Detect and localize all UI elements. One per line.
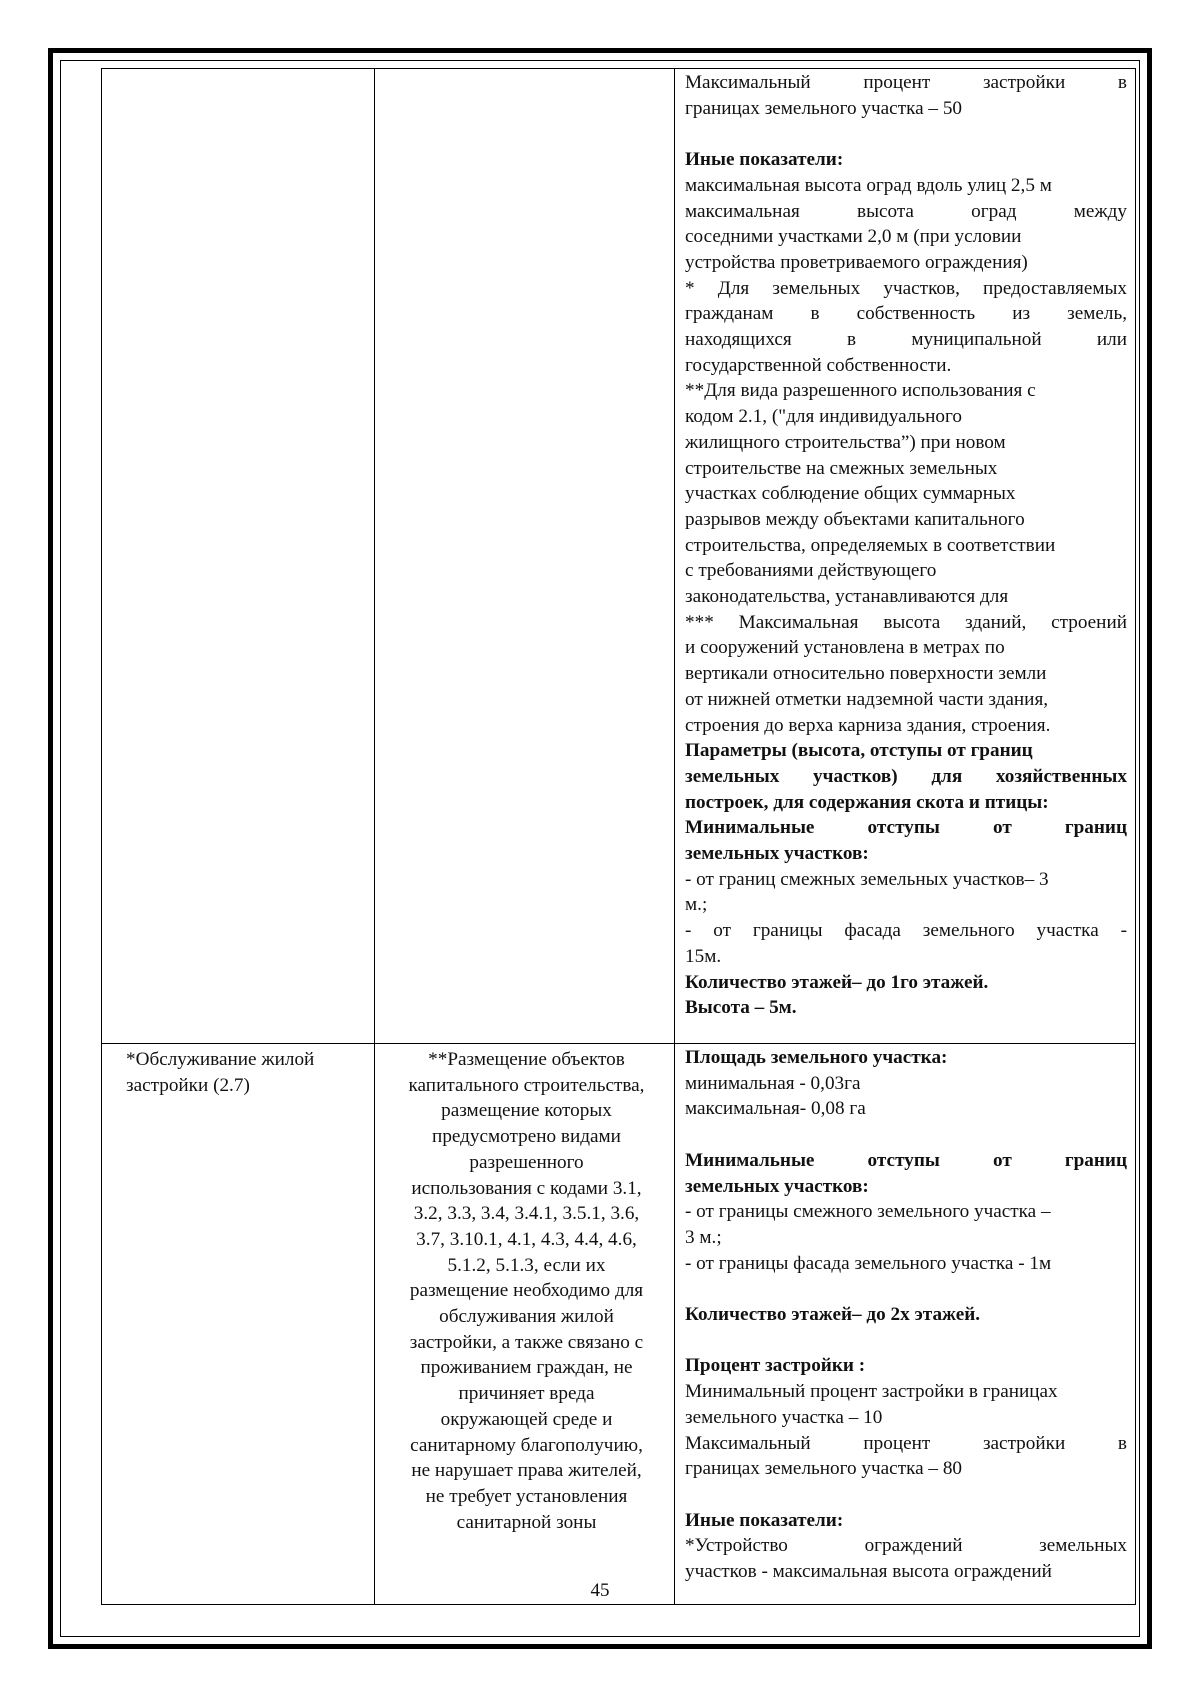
text-line: земельных участков: [685, 843, 869, 865]
text-line: законодательства, устанавливаются для [685, 586, 1009, 608]
text-line: м.; [685, 894, 708, 916]
blank-line [685, 1328, 1127, 1354]
text-line: окружающей среде и [440, 1408, 613, 1430]
text-line: санитарной зоны [456, 1511, 597, 1533]
row1-col1-cell [102, 69, 375, 1044]
text-line: строения до верха карниза здания, строения. [685, 714, 1051, 736]
text-line: вертикали относительно поверхности земли [685, 663, 1047, 685]
text-line: Иные показатели: [685, 1509, 844, 1531]
text-line: устройства проветриваемого ограждения) [685, 251, 1028, 273]
text-line: обслуживания жилой [439, 1306, 614, 1328]
text-line: от нижней отметки надземной части здания, [685, 688, 1049, 710]
text-line: гражданам в собственность из земель, [685, 303, 1127, 325]
text-line: проживанием граждан, не [420, 1357, 633, 1379]
text-line: *Устройство ограждений земельных [685, 1535, 1127, 1557]
text-line: размещение необходимо для [409, 1280, 644, 1302]
text-line: - от границы смежного земельного участка – [685, 1201, 1051, 1223]
text-line: 3.2, 3.3, 3.4, 3.4.1, 3.5.1, 3.6, [413, 1203, 640, 1225]
text-line: государственной собственности. [685, 354, 952, 376]
text-line: строительстве на смежных земельных [685, 457, 998, 479]
text-line: застройки (2.7) [126, 1074, 250, 1096]
text-line: Процент застройки : [685, 1355, 866, 1377]
row1-col3-cell [675, 69, 1136, 1044]
text-line: Количество этажей– до 1го этажей. [685, 971, 989, 993]
text-line: Высота – 5м. [685, 997, 797, 1019]
text-line: минимальная - 0,03га [685, 1072, 861, 1094]
row2-col1-cell [102, 1044, 375, 1605]
text-line: Параметры (высота, отступы от границ [685, 740, 1033, 762]
text-line: максимальная высота оград вдоль улиц 2,5 м [685, 174, 1052, 196]
text-line: использования с кодами 3.1, [411, 1177, 642, 1199]
text-line: *** Максимальная высота зданий, строений [685, 611, 1127, 633]
text-line: земельных участков: [685, 1175, 869, 1197]
text-line: 5.1.2, 5.1.3, если их [447, 1254, 606, 1276]
blank-line [685, 1276, 1127, 1302]
text-line: причиняет вреда [458, 1383, 595, 1405]
text-line: - от границы фасада земельного участка - 1м [685, 1252, 1052, 1274]
blank-line [685, 1482, 1127, 1508]
text-line: границах земельного участка – 80 [685, 1458, 963, 1480]
text-line: находящихся в муниципальной или [685, 329, 1127, 351]
text-line: жилищного строительства”) при новом [685, 431, 1006, 453]
text-line: *Обслуживание жилой [126, 1049, 315, 1070]
page-number: 45 [590, 1580, 610, 1601]
text-line: Иные показатели: [685, 149, 844, 171]
text-line: кодом 2.1, ("для индивидуального [685, 406, 962, 428]
text-line: участках соблюдение общих суммарных [685, 483, 1016, 505]
text-line: застройки, а также связано с [409, 1331, 644, 1353]
text-line: земельных участков) для хозяйственных [685, 765, 1127, 787]
row2-col3-cell [675, 1044, 1136, 1605]
text-line: земельного участка – 10 [685, 1406, 883, 1428]
text-line: санитарному благополучию, [410, 1434, 643, 1456]
text-line: соседними участками 2,0 м (при условии [685, 226, 1022, 248]
text-line: Количество этажей– до 2х этажей. [685, 1304, 981, 1325]
text-line: Минимальный процент застройки в границах [685, 1381, 1058, 1403]
text-line: максимальная высота оград между [685, 200, 1127, 222]
blank-line [685, 1122, 1127, 1148]
text-line: Минимальные отступы от границ [685, 1149, 1127, 1171]
table-row [102, 69, 1136, 1044]
text-line: - от границы фасада земельного участка - [685, 920, 1127, 942]
row1-col2-cell [375, 69, 675, 1044]
table-row [102, 1044, 1136, 1605]
text-line: 3.7, 3.10.1, 4.1, 4.3, 4.4, 4.6, [416, 1228, 637, 1250]
text-line: **Размещение объектов [428, 1049, 625, 1070]
text-line: и сооружений установлена в метрах по [685, 637, 1005, 659]
text-line: не нарушает права жителей, [411, 1460, 642, 1482]
text-line: 3 м.; [685, 1226, 722, 1248]
text-line: строительства, определяемых в соответствии [685, 534, 1056, 556]
text-line: 15м. [685, 945, 722, 967]
text-line: Максимальный процент застройки в [685, 72, 1127, 93]
text-line: границах земельного участка – 50 [685, 97, 963, 119]
text-line: построек, для содержания скота и птицы: [685, 791, 1049, 813]
text-line: - от границ смежных земельных участков– 3 [685, 868, 1049, 890]
regulations-table [101, 68, 1136, 1605]
text-line: капитального строительства, [408, 1074, 645, 1096]
text-line: максимальная- 0,08 га [685, 1098, 866, 1120]
text-line: не требует установления [425, 1485, 628, 1507]
text-line: с требованиями действующего [685, 560, 937, 582]
row2-col2-cell [375, 1044, 675, 1605]
text-line: Минимальные отступы от границ [685, 817, 1127, 839]
text-line: * Для земельных участков, предоставляемых [685, 277, 1127, 299]
text-line: разрешенного [469, 1151, 584, 1173]
text-line: размещение которых [441, 1100, 612, 1122]
text-line: разрывов между объектами капитального [685, 508, 1025, 530]
text-line: Площадь земельного участка: [685, 1047, 948, 1068]
text-line: **Для вида разрешенного использования с [685, 380, 1036, 402]
text-line: участков - максимальная высота ограждений [685, 1561, 1052, 1582]
blank-line [685, 121, 1127, 147]
text-line: предусмотрено видами [432, 1126, 621, 1148]
text-line: Максимальный процент застройки в [685, 1432, 1127, 1454]
